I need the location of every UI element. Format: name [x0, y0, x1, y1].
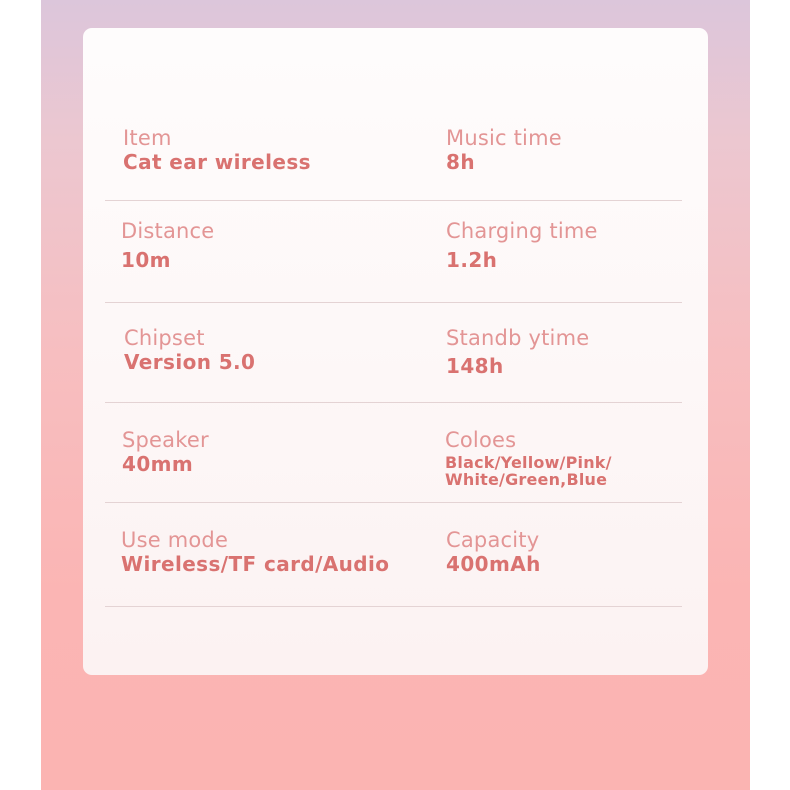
spec-label: Distance — [121, 219, 215, 243]
spec-colors — [445, 428, 612, 488]
spec-music-time — [446, 126, 562, 174]
spec-value: 40mm — [122, 452, 194, 476]
spec-chipset — [124, 326, 255, 374]
spec-use-mode — [121, 528, 389, 576]
spec-label: Speaker — [122, 428, 209, 452]
spec-label: Standb ytime — [446, 326, 590, 350]
row-divider — [105, 302, 682, 303]
spec-label: Item — [123, 126, 172, 150]
spec-label: Use mode — [121, 528, 229, 552]
spec-value: Wireless/TF card/Audio — [121, 552, 390, 576]
spec-charging-time — [446, 219, 598, 272]
row-divider — [105, 502, 682, 503]
spec-capacity — [446, 528, 541, 576]
spec-item — [123, 126, 311, 174]
row-divider — [105, 402, 682, 403]
spec-value-line-1: Black/Yellow/Pink/ — [445, 453, 612, 472]
spec-value: Cat ear wireless — [123, 150, 311, 174]
spec-value: 1.2h — [446, 248, 498, 272]
spec-value: 148h — [446, 354, 504, 378]
spec-label: Chipset — [124, 326, 205, 350]
spec-label: Music time — [446, 126, 562, 150]
spec-label: Capacity — [446, 528, 540, 552]
spec-speaker — [122, 428, 209, 476]
spec-value: 8h — [446, 150, 475, 174]
row-divider — [105, 200, 682, 201]
spec-value-line-2: White/Green,Blue — [445, 470, 608, 489]
spec-value: 400mAh — [446, 552, 541, 576]
spec-standby-time — [446, 326, 589, 378]
spec-label: Charging time — [446, 219, 598, 243]
spec-distance — [121, 219, 214, 272]
row-divider — [105, 606, 682, 607]
spec-value: Version 5.0 — [124, 350, 256, 374]
spec-value: 10m — [121, 248, 171, 272]
spec-label: Coloes — [445, 428, 517, 452]
